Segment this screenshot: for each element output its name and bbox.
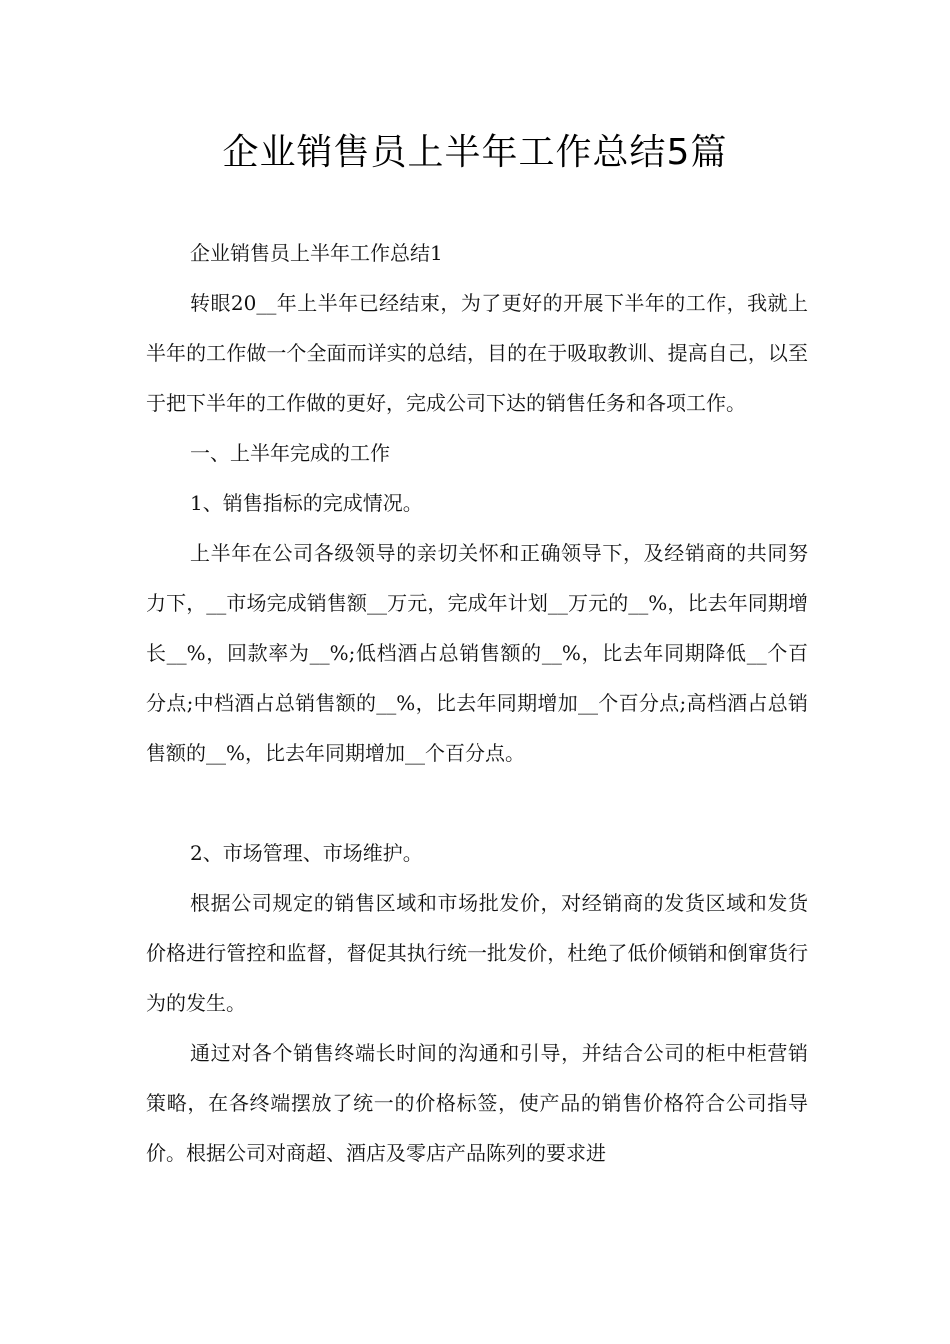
paragraph-intro: 转眼20__年上半年已经结束，为了更好的开展下半年的工作，我就上半年的工作做一个全面而详实的总结，目的在于吸取教训、提高自己，以至于把下半年的工作做的更好，完成公司下达的销售任务和各项工作。 (146, 291, 808, 415)
section-heading-work-done: 一、上半年完成的工作 (190, 441, 390, 465)
subsection-market-management: 2、市场管理、市场维护。 (190, 841, 423, 865)
paragraph-sales-results: 上半年在公司各级领导的亲切关怀和正确领导下，及经销商的共同努力下，__市场完成销售额__万元，完成年计划__万元的__%，比去年同期增长__%，回款率为__%;低档酒占总销售额的__%，比去年同期降低__个百分点;中档酒占总销售额的__%，比去年同期增加__个百分点;高档酒占总销售额的__%，比去年同期增加__个百分点。 (146, 541, 808, 765)
paragraph-terminal-guidance: 通过对各个销售终端长时间的沟通和引导，并结合公司的柜中柜营销策略，在各终端摆放了统一的价格标签，使产品的销售价格符合公司指导价。根据公司对商超、酒店及零店产品陈列的要求进 (146, 1041, 808, 1165)
document-body (146, 228, 808, 1178)
subsection-sales-targets: 1、销售指标的完成情况。 (190, 491, 423, 515)
blank-line (146, 778, 808, 828)
section-heading-1: 企业销售员上半年工作总结1 (190, 241, 443, 265)
document-title: 企业销售员上半年工作总结5篇 (222, 132, 728, 173)
paragraph-price-control: 根据公司规定的销售区域和市场批发价，对经销商的发货区域和发货价格进行管控和监督，督促其执行统一批发价，杜绝了低价倾销和倒窜货行为的发生。 (146, 891, 808, 1015)
